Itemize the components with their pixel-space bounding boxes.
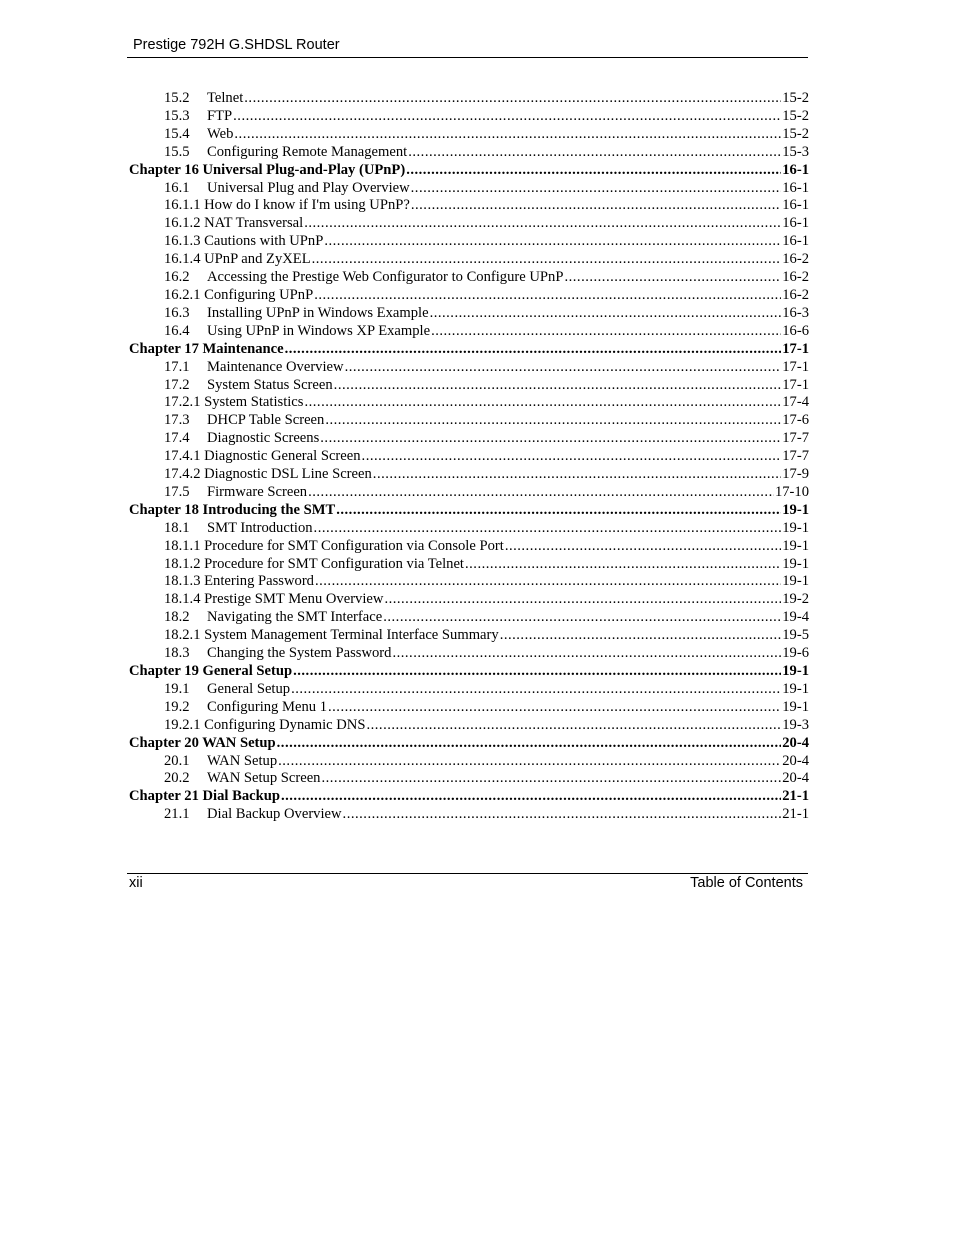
toc-title: Chapter 16 Universal Plug-and-Play (UPnP)	[129, 161, 406, 178]
toc-title: Telnet	[207, 90, 244, 106]
toc-dot-leader	[343, 806, 782, 824]
toc-title: Universal Plug and Play Overview	[207, 179, 410, 196]
toc-section-number: 17.3	[164, 412, 190, 429]
toc-page-number: 19-6	[782, 645, 809, 662]
toc-dot-leader	[321, 770, 781, 788]
toc-dot-leader	[345, 359, 782, 377]
toc-title: General Setup	[207, 680, 291, 697]
toc-entry-line	[129, 609, 809, 627]
toc-title: Firmware Screen	[207, 483, 308, 500]
toc-dot-leader	[500, 627, 782, 645]
toc-page-number: 19-1	[782, 555, 809, 572]
toc-dot-leader	[285, 341, 782, 359]
toc-page-number: 19-1	[782, 573, 809, 590]
toc-section-number: 16.3	[164, 304, 190, 321]
toc-section-number: 17.2	[164, 376, 190, 393]
toc-dot-leader	[278, 753, 781, 771]
toc-title: Chapter 21 Dial Backup	[129, 788, 280, 805]
toc-entry	[129, 430, 809, 448]
footer-page-number: xii	[129, 875, 143, 891]
toc-entry-line	[129, 305, 809, 323]
toc-dot-leader	[406, 162, 781, 180]
toc-section-number: 16.4	[164, 322, 190, 339]
toc-title: 18.2.1 System Management Terminal Interface Summary	[164, 627, 499, 644]
toc-page-number: 19-2	[782, 591, 809, 608]
toc-dot-leader	[281, 788, 781, 806]
toc-dot-leader	[293, 663, 781, 681]
toc-dot-leader	[320, 430, 781, 448]
toc-page-number: 19-3	[782, 716, 809, 733]
toc-entry	[129, 269, 809, 287]
toc-page-number: 15-2	[782, 90, 809, 106]
toc-entry	[129, 591, 809, 609]
toc-entry-line	[129, 717, 809, 735]
toc-title: 16.1.1 How do I know if I'm using UPnP?	[164, 197, 410, 214]
toc-entry-line	[129, 520, 809, 538]
toc-chapter-entry	[129, 341, 809, 359]
toc-dot-leader	[431, 323, 781, 341]
toc-page-number: 17-1	[782, 340, 809, 357]
toc-entry-line	[129, 627, 809, 645]
toc-page-number: 15-2	[782, 107, 809, 124]
toc-entry-line	[129, 681, 809, 699]
toc-chapter-entry	[129, 502, 809, 520]
toc-title: System Status Screen	[207, 376, 333, 393]
toc-entry	[129, 609, 809, 627]
toc-dot-leader	[314, 287, 781, 305]
toc-title: 17.2.1 System Statistics	[164, 394, 304, 411]
toc-dot-leader	[312, 251, 782, 269]
toc-dot-leader	[384, 591, 781, 609]
toc-dot-leader	[411, 197, 781, 215]
toc-entry	[129, 770, 809, 788]
toc-dot-leader	[315, 573, 781, 591]
toc-page-number: 15-2	[782, 125, 809, 142]
toc-dot-leader	[234, 126, 781, 144]
toc-entry-line	[129, 215, 809, 233]
toc-entry-line	[129, 180, 809, 198]
toc-entry-line	[129, 770, 809, 788]
toc-page-number: 17-1	[782, 358, 809, 375]
toc-dot-leader	[233, 108, 781, 126]
toc-entry-line	[129, 538, 809, 556]
toc-entry-line	[129, 448, 809, 466]
toc-page-number: 19-1	[782, 537, 809, 554]
toc-page-number: 16-6	[782, 322, 809, 339]
toc-dot-leader	[373, 466, 781, 484]
toc-entry-line	[129, 269, 809, 287]
toc-entry	[129, 412, 809, 430]
toc-page-number: 16-1	[782, 197, 809, 214]
toc-chapter-entry	[129, 663, 809, 681]
toc-entry	[129, 377, 809, 395]
toc-section-number: 17.4	[164, 430, 190, 447]
toc-page-number: 20-4	[782, 752, 809, 769]
toc-section-number: 20.1	[164, 752, 190, 769]
toc-section-number: 15.2	[164, 90, 190, 106]
header-rule	[127, 57, 808, 58]
toc-entry-line	[129, 341, 809, 359]
toc-title: 17.4.1 Diagnostic General Screen	[164, 448, 361, 465]
toc-entry	[129, 556, 809, 574]
toc-title: Maintenance Overview	[207, 358, 344, 375]
toc-title: WAN Setup Screen	[207, 770, 321, 787]
toc-dot-leader	[304, 215, 781, 233]
toc-title: 18.1.3 Entering Password	[164, 573, 314, 590]
toc-dot-leader	[277, 735, 782, 753]
toc-dot-leader	[564, 269, 781, 287]
footer-rule	[127, 873, 808, 874]
toc-title: WAN Setup	[207, 752, 278, 769]
toc-page-number: 17-6	[782, 412, 809, 429]
toc-title: Chapter 19 General Setup	[129, 663, 293, 679]
toc-dot-leader	[244, 90, 781, 108]
toc-title: 16.1.3 Cautions with UPnP	[164, 233, 324, 250]
toc-entry-line	[129, 788, 809, 806]
toc-entry-line	[129, 108, 809, 126]
toc-entry	[129, 753, 809, 771]
toc-dot-leader	[324, 233, 781, 251]
toc-section-number: 19.2	[164, 698, 190, 715]
toc-section-number: 16.1	[164, 179, 190, 196]
toc-dot-leader	[505, 538, 781, 556]
toc-entry	[129, 251, 809, 269]
toc-entry	[129, 305, 809, 323]
toc-page-number: 16-1	[782, 161, 809, 178]
toc-page-number: 17-9	[782, 466, 809, 483]
toc-page-number: 19-1	[782, 663, 809, 679]
toc-entry	[129, 394, 809, 412]
toc-section-number: 15.5	[164, 143, 190, 160]
toc-dot-leader	[411, 180, 782, 198]
toc-section-number: 15.4	[164, 125, 190, 142]
toc-section-number: 17.5	[164, 483, 190, 500]
toc-page-number: 20-4	[782, 734, 809, 751]
toc-entry-line	[129, 484, 809, 502]
toc-entry-line	[129, 806, 809, 824]
toc-chapter-entry	[129, 735, 809, 753]
toc-title: Diagnostic Screens	[207, 430, 320, 447]
toc-title: Using UPnP in Windows XP Example	[207, 322, 431, 339]
toc-title: Configuring Remote Management	[207, 143, 408, 160]
toc-entry	[129, 520, 809, 538]
toc-entry-line	[129, 359, 809, 377]
toc-entry	[129, 466, 809, 484]
toc-dot-leader	[383, 609, 781, 627]
toc-page-number: 16-1	[782, 215, 809, 232]
toc-title: 16.1.2 NAT Transversal	[164, 215, 304, 232]
toc-section-number: 18.2	[164, 609, 190, 626]
toc-dot-leader	[325, 412, 781, 430]
toc-title: SMT Introduction	[207, 519, 313, 536]
toc-dot-leader	[366, 717, 781, 735]
toc-entry-line	[129, 412, 809, 430]
toc-entry	[129, 197, 809, 215]
toc-entry	[129, 484, 809, 502]
toc-entry-line	[129, 377, 809, 395]
toc-entry	[129, 627, 809, 645]
toc-section-number: 16.2	[164, 269, 190, 286]
toc-title: Navigating the SMT Interface	[207, 609, 383, 626]
toc-dot-leader	[336, 502, 781, 520]
toc-chapter-entry	[129, 162, 809, 180]
toc-entry-line	[129, 556, 809, 574]
toc-title: FTP	[207, 107, 233, 124]
toc-title: Accessing the Prestige Web Configurator to Configure UPnP	[207, 269, 564, 286]
toc-title: Installing UPnP in Windows Example	[207, 304, 429, 321]
toc-entry-line	[129, 591, 809, 609]
toc-section-number: 15.3	[164, 107, 190, 124]
toc-entry-line	[129, 699, 809, 717]
toc-page-number: 17-4	[782, 394, 809, 411]
toc-entry-line	[129, 197, 809, 215]
toc-page-number: 16-2	[782, 286, 809, 303]
toc-dot-leader	[314, 520, 782, 538]
toc-entry-line	[129, 573, 809, 591]
toc-title: DHCP Table Screen	[207, 412, 325, 429]
toc-entry-line	[129, 162, 809, 180]
toc-entry-line	[129, 90, 809, 108]
toc-entry-line	[129, 663, 809, 681]
toc-entry	[129, 538, 809, 556]
toc-page-number: 19-1	[782, 680, 809, 697]
toc-section-number: 17.1	[164, 358, 190, 375]
toc-entry	[129, 359, 809, 377]
toc-entry	[129, 323, 809, 341]
toc-entry-line	[129, 430, 809, 448]
toc-page-number: 17-1	[782, 376, 809, 393]
toc-page-number: 16-2	[782, 269, 809, 286]
toc-chapter-entry	[129, 788, 809, 806]
toc-title: 16.2.1 Configuring UPnP	[164, 286, 314, 303]
toc-dot-leader	[334, 377, 782, 395]
footer-section-title: Table of Contents	[690, 875, 803, 891]
toc-entry	[129, 717, 809, 735]
toc-entry	[129, 645, 809, 663]
toc-page-number: 15-3	[782, 143, 809, 160]
toc-page-number: 16-1	[782, 233, 809, 250]
toc-entry-line	[129, 502, 809, 520]
toc-entry-line	[129, 144, 809, 162]
toc-entry-line	[129, 645, 809, 663]
toc-dot-leader	[304, 394, 781, 412]
toc-title: Web	[207, 125, 234, 142]
toc-title: Chapter 17 Maintenance	[129, 340, 284, 357]
toc-page-number: 21-1	[782, 806, 809, 823]
toc-dot-leader	[465, 556, 781, 574]
toc-title: 18.1.4 Prestige SMT Menu Overview	[164, 591, 384, 608]
toc-section-number: 18.1	[164, 519, 190, 536]
toc-section-number: 19.1	[164, 680, 190, 697]
toc-dot-leader	[408, 144, 781, 162]
toc-entry	[129, 681, 809, 699]
toc-entry	[129, 287, 809, 305]
toc-entry	[129, 126, 809, 144]
toc-entry-line	[129, 323, 809, 341]
toc-title: Configuring Menu 1	[207, 698, 327, 715]
toc-entry	[129, 448, 809, 466]
toc-entry	[129, 233, 809, 251]
toc-page-number: 16-1	[782, 179, 809, 196]
toc-title: 16.1.4 UPnP and ZyXEL	[164, 251, 311, 268]
toc-section-number: 20.2	[164, 770, 190, 787]
toc-title: 18.1.2 Procedure for SMT Configuration via Telnet	[164, 555, 464, 572]
toc-entry	[129, 180, 809, 198]
toc-page-number: 17-10	[774, 483, 809, 500]
toc-entry-line	[129, 394, 809, 412]
toc-title: Dial Backup Overview	[207, 806, 342, 823]
toc-page-number: 19-1	[782, 519, 809, 536]
toc-entry-line	[129, 251, 809, 269]
toc-dot-leader	[328, 699, 781, 717]
toc-page-number: 16-2	[782, 251, 809, 268]
toc-dot-leader	[430, 305, 782, 323]
table-of-contents	[129, 90, 809, 824]
toc-section-number: 18.3	[164, 645, 190, 662]
toc-title: 17.4.2 Diagnostic DSL Line Screen	[164, 466, 372, 483]
toc-entry	[129, 699, 809, 717]
toc-dot-leader	[291, 681, 781, 699]
toc-page-number: 19-5	[782, 627, 809, 644]
toc-page-number: 19-1	[782, 698, 809, 715]
toc-entry-line	[129, 233, 809, 251]
toc-dot-leader	[308, 484, 774, 502]
toc-entry	[129, 806, 809, 824]
toc-entry-line	[129, 287, 809, 305]
toc-entry	[129, 90, 809, 108]
toc-entry	[129, 108, 809, 126]
toc-title: Changing the System Password	[207, 645, 392, 662]
toc-title: Chapter 18 Introducing the SMT	[129, 501, 336, 518]
toc-page-number: 17-7	[782, 448, 809, 465]
toc-entry-line	[129, 466, 809, 484]
toc-entry	[129, 215, 809, 233]
toc-section-number: 21.1	[164, 806, 190, 823]
toc-title: Chapter 20 WAN Setup	[129, 734, 276, 751]
toc-title: 19.2.1 Configuring Dynamic DNS	[164, 716, 366, 733]
toc-dot-leader	[392, 645, 781, 663]
toc-entry-line	[129, 735, 809, 753]
toc-entry	[129, 144, 809, 162]
toc-entry-line	[129, 126, 809, 144]
toc-page-number: 17-7	[782, 430, 809, 447]
toc-page-number: 20-4	[782, 770, 809, 787]
toc-page-number: 21-1	[782, 788, 809, 805]
toc-title: 18.1.1 Procedure for SMT Configuration via Console Port	[164, 537, 504, 554]
toc-page-number: 19-1	[782, 501, 809, 518]
toc-entry-line	[129, 753, 809, 771]
toc-entry	[129, 573, 809, 591]
toc-page-number: 16-3	[782, 304, 809, 321]
toc-dot-leader	[362, 448, 782, 466]
toc-page-number: 19-4	[782, 609, 809, 626]
running-header: Prestige 792H G.SHDSL Router	[133, 37, 340, 53]
